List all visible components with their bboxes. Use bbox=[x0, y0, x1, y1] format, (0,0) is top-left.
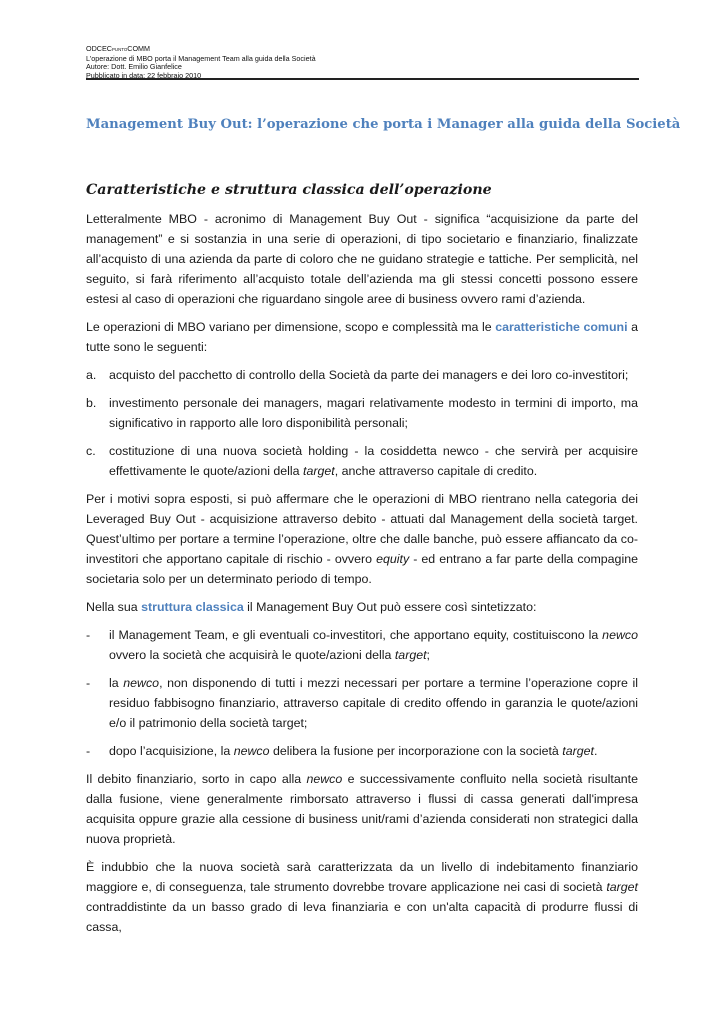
header-brand-a: ODCEC bbox=[86, 44, 112, 53]
dash-item-3 bbox=[86, 741, 638, 761]
text-run: , non disponendo di tutti i mezzi necessari per portare a termine l’operazione copre il residuo fabbisogno finanziario, attraverso capitale di credito offendo in garanzia le quote/azioni e/o il patrimonio della società target; bbox=[109, 676, 638, 730]
emphasis: target bbox=[562, 744, 594, 758]
header-doc-title: L’operazione di MBO porta il Management Team alla guida della Società bbox=[86, 53, 316, 63]
list-item-text bbox=[109, 741, 638, 761]
text-run: costituzione di una nuova società holding - la cosiddetta newco - che servirà per acquisire effettivamente le quote/azioni della bbox=[109, 444, 638, 478]
emphasis: equity bbox=[376, 552, 410, 566]
header-author: Autore: Dott. Emilio Gianfelice bbox=[86, 62, 182, 72]
paragraph-text: È indubbio che la nuova società sarà caratterizzata da un livello di indebitamento finanziario maggiore e, di conseguenza, tale strumento dovrebbe trovare applicazione nei casi di società bbox=[86, 860, 638, 894]
emphasis: newco bbox=[602, 628, 638, 642]
text-run: ; bbox=[426, 648, 430, 662]
emphasis: newco bbox=[306, 772, 343, 786]
list-item-b bbox=[86, 393, 638, 433]
emphasis: target bbox=[303, 464, 335, 478]
paragraph-text: a tutte sono le seguenti: bbox=[86, 320, 638, 354]
paragraph-text: Per i motivi sopra esposti, si può affermare che le operazioni di MBO rientrano nella categoria dei Leveraged Buy Out - acquisizione attraverso debito - attuati dal Management della società target. Quest’ultimo per portare a termine l’operazione, oltre che dalle banche, può essere affiancato da co-investitori che apportano capitale di rischio - ovvero bbox=[86, 492, 638, 566]
document-title: Management Buy Out: l’operazione che porta i Manager alla guida della Società bbox=[86, 117, 681, 132]
paragraph-classic-structure bbox=[86, 597, 638, 617]
emphasis: target bbox=[394, 648, 427, 662]
document-body bbox=[86, 209, 638, 945]
highlight-classic-structure: struttura classica bbox=[141, 600, 244, 614]
list-item-text: acquisto del pacchetto di controllo della Società da parte dei managers e dei loro co-investitori; bbox=[109, 368, 629, 382]
list-marker: - bbox=[86, 628, 91, 642]
paragraph-common-features bbox=[86, 317, 638, 357]
paragraph-text: Nella sua bbox=[86, 600, 142, 614]
paragraph-text: Le operazioni di MBO variano per dimensione, scopo e complessità ma le bbox=[86, 320, 496, 334]
list-marker: b. bbox=[86, 396, 97, 410]
text-run: ovvero la società che acquisirà le quote/azioni della bbox=[109, 648, 395, 662]
paragraph-intro: Letteralmente MBO - acronimo di Management Buy Out - significa “acquisizione da parte del management” e si sostanzia in una serie di operazioni, di tipo societario e finanziario, finalizzate all’acquisto di una azienda da parte di coloro che ne guidano strategie e tattiche. Per semplicità, nel seguito, si farà riferimento all’acquisto totale dell’azienda ma gli stessi concetti possono essere estesi al caso di operazioni che riguardano singole aree di business ovvero rami d’azienda. bbox=[86, 212, 638, 306]
section-heading: Caratteristiche e struttura classica dell’operazione bbox=[86, 182, 492, 198]
list-item-text bbox=[109, 441, 638, 481]
paragraph-text: e successivamente confluito nella società risultante dalla fusione, viene generalmente rimborsato attraverso i flussi di cassa generati dall'impresa acquisita oppure grazie alla cessione di business unit/rami d’azienda considerati non strategici dalla nuova proprietà. bbox=[86, 772, 638, 846]
list-marker: a. bbox=[86, 368, 97, 382]
text-run: dopo l’acquisizione, la bbox=[109, 744, 234, 758]
list-marker: - bbox=[86, 676, 91, 690]
list-item-text: investimento personale dei managers, magari relativamente modesto in termini di importo, ma significativo in rapporto alle loro disponibilità personali; bbox=[109, 396, 638, 430]
list-item-c bbox=[86, 441, 638, 481]
emphasis: target bbox=[606, 880, 638, 894]
paragraph-leverage bbox=[86, 857, 638, 937]
text-run: la bbox=[109, 676, 124, 690]
running-header bbox=[86, 45, 638, 80]
paragraph-debt-repayment bbox=[86, 769, 638, 849]
text-run: . bbox=[593, 744, 598, 758]
list-marker: - bbox=[86, 744, 91, 758]
list-marker: c. bbox=[86, 444, 96, 458]
paragraph-text: contraddistinte da un basso grado di leva finanziaria e con un'alta capacità di produrre flussi di cassa, bbox=[86, 900, 638, 934]
paragraph-text: - ed entrano a far parte della compagine societaria solo per un determinato periodo di tempo. bbox=[86, 552, 638, 586]
emphasis: newco bbox=[233, 744, 270, 758]
paragraph-text: il Management Buy Out può essere così sintetizzato: bbox=[243, 600, 537, 614]
text-run: delibera la fusione per incorporazione con la società bbox=[269, 744, 563, 758]
header-brand-b: COMM bbox=[127, 44, 151, 53]
list-item-text bbox=[109, 625, 638, 665]
text-run: il Management Team, e gli eventuali co-investitori, che apportano equity, costituiscono la bbox=[109, 628, 603, 642]
paragraph-leveraged-buy-out bbox=[86, 489, 638, 589]
list-item-text bbox=[109, 673, 638, 733]
header-divider bbox=[86, 78, 639, 80]
dash-item-1 bbox=[86, 625, 638, 665]
header-brand-sub: PUNTO bbox=[111, 47, 128, 52]
emphasis: newco bbox=[123, 676, 160, 690]
header-date: Pubblicato in data: 22 febbraio 2010 bbox=[86, 70, 202, 80]
dash-item-2 bbox=[86, 673, 638, 733]
highlight-common-features: caratteristiche comuni bbox=[495, 320, 628, 334]
text-run: , anche attraverso capitale di credito. bbox=[334, 464, 538, 478]
paragraph-text: Il debito finanziario, sorto in capo alla bbox=[86, 772, 307, 786]
list-item-a bbox=[86, 365, 638, 385]
